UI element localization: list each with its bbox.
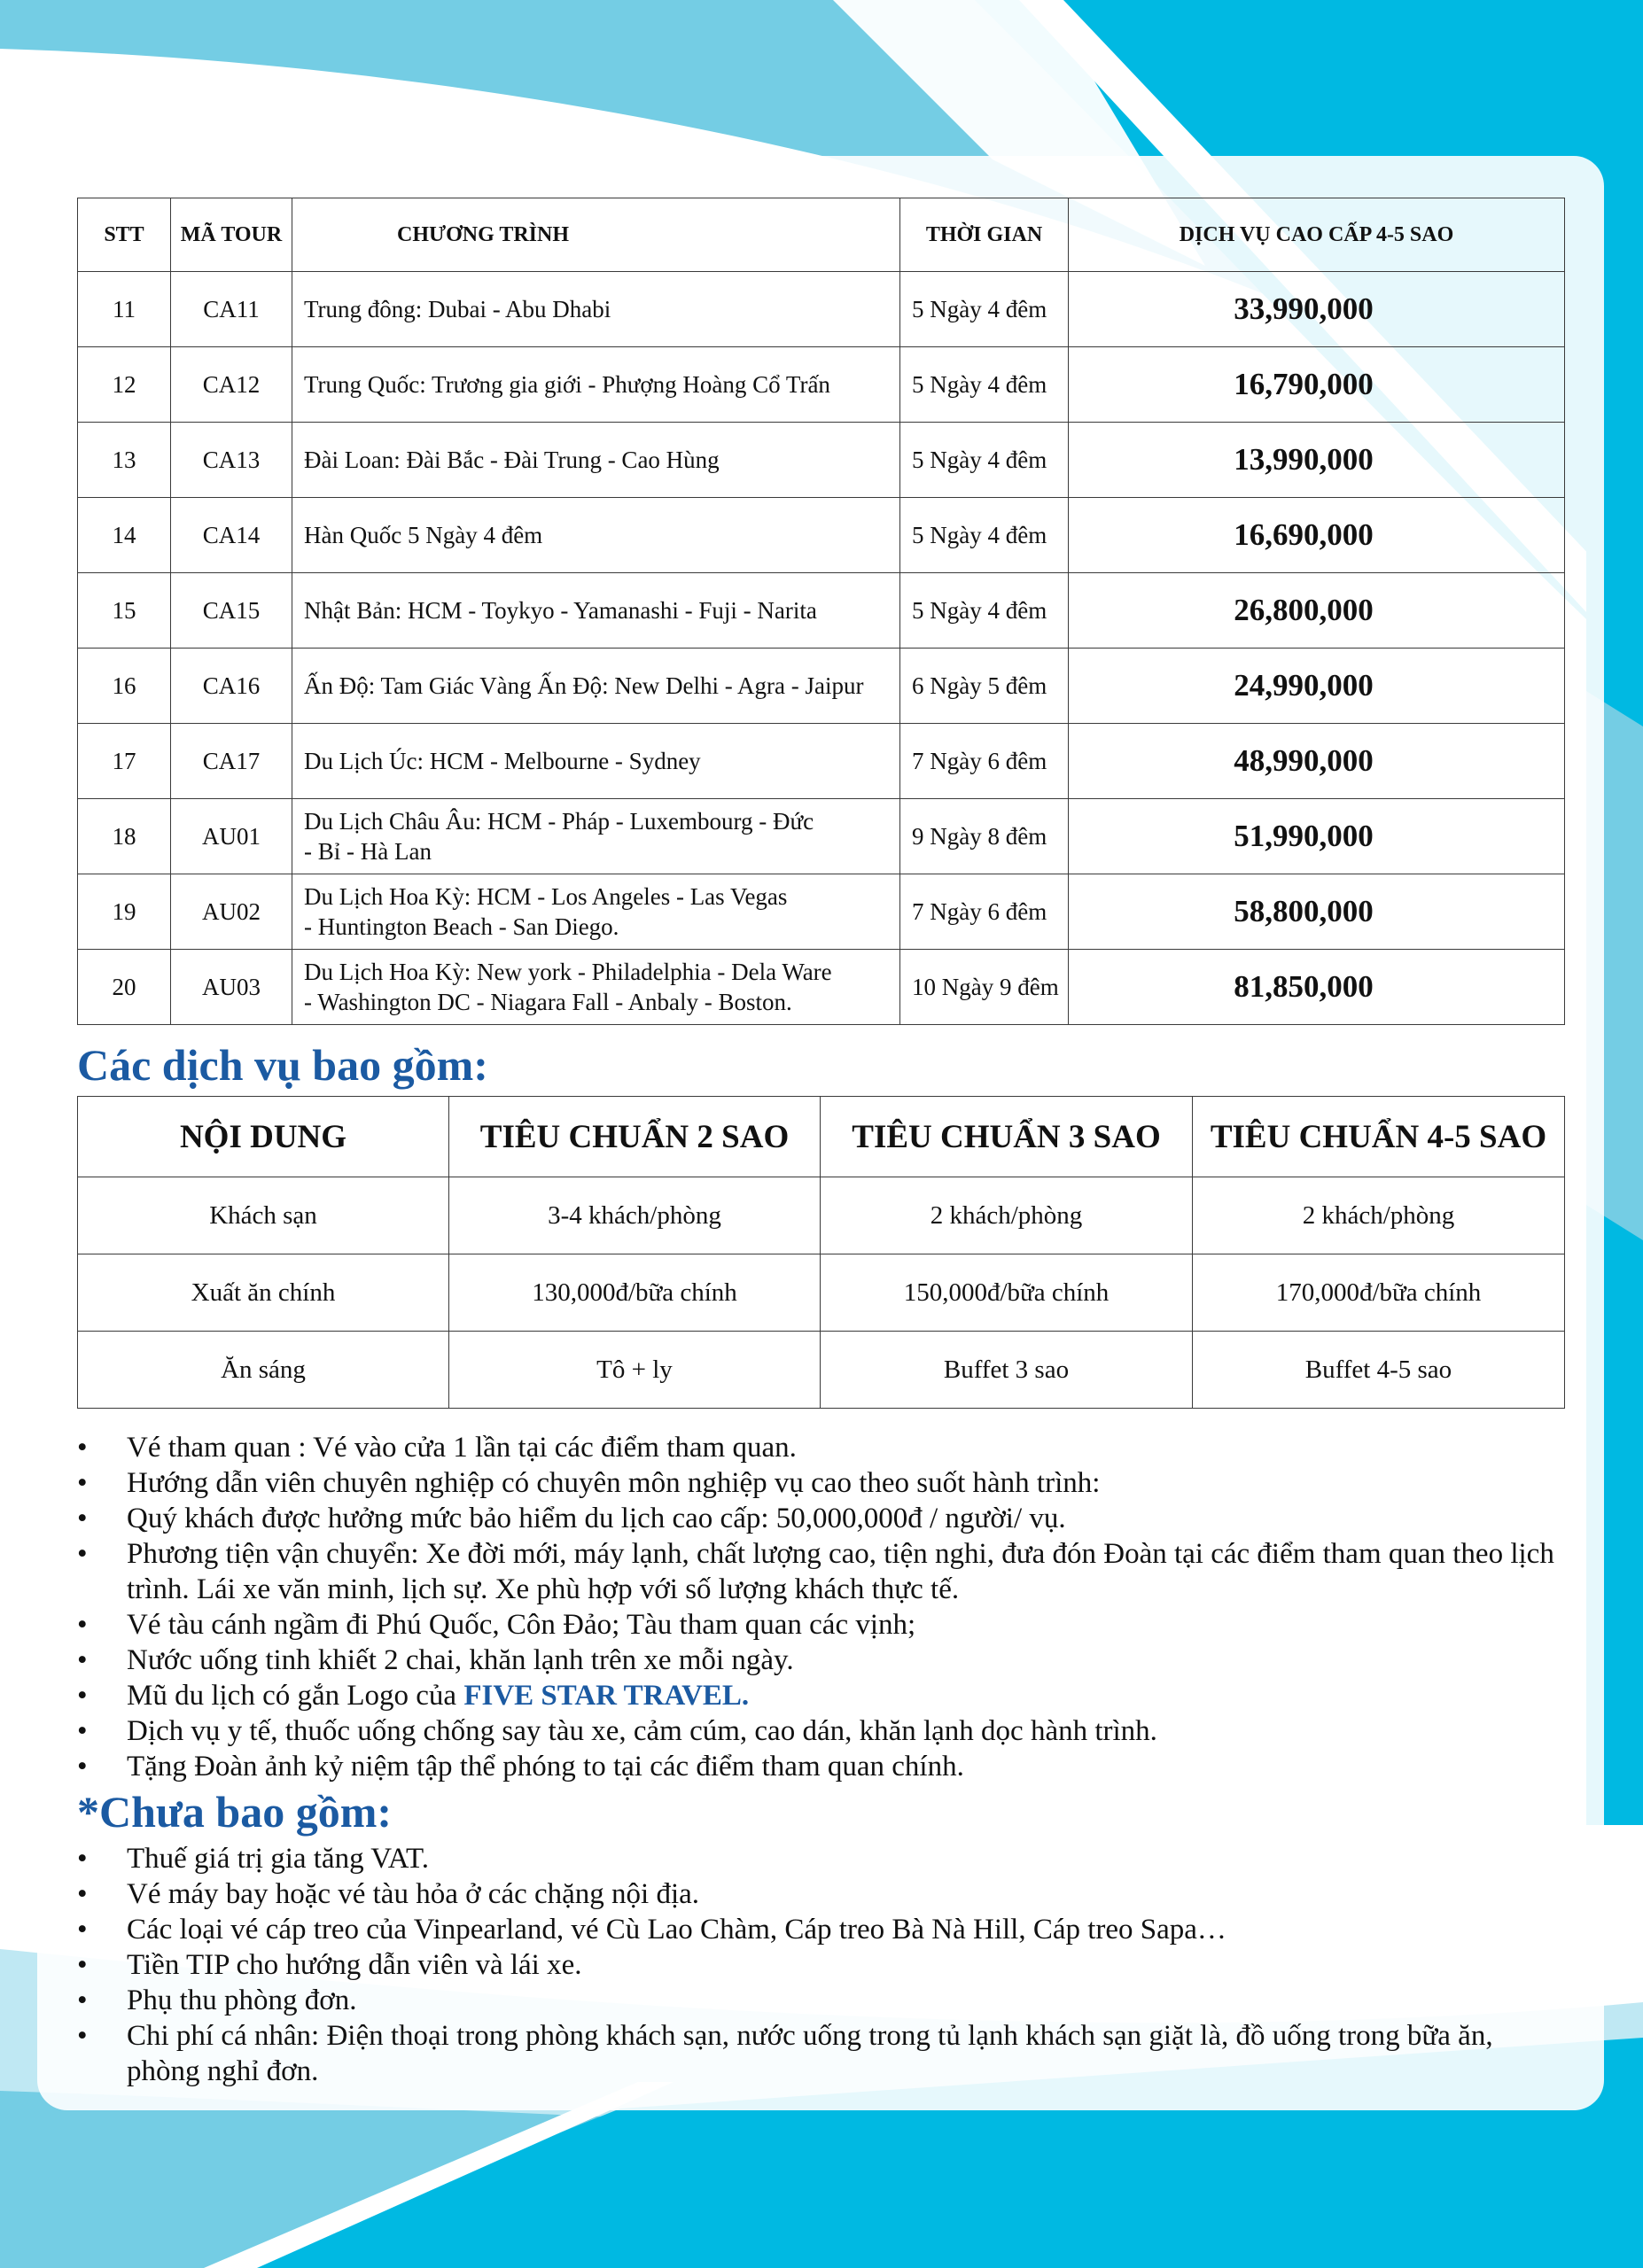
tour-row	[78, 272, 1565, 347]
included-item	[77, 1430, 1564, 1465]
included-item-text: Mũ du lịch có gắn Logo của	[127, 1680, 464, 1712]
excluded-item-text: Các loại vé cáp treo của Vinpearland, vé Cù Lao Chàm, Cáp treo Bà Nà Hill, Cáp treo Sapa…	[127, 1914, 1226, 1946]
tour-row	[78, 950, 1565, 1025]
tour-stt-cell: 20	[78, 950, 171, 1025]
tour-row	[78, 347, 1565, 423]
tour-price-table	[77, 198, 1565, 1025]
tour-price-cell: 13,990,000	[1069, 423, 1565, 498]
excluded-item	[77, 1912, 1564, 1947]
tour-duration-cell: 5 Ngày 4 đêm	[900, 272, 1069, 347]
excluded-item	[77, 1947, 1564, 1983]
excluded-heading: *Chưa bao gồm:	[77, 1787, 393, 1837]
tour-code-cell: CA17	[171, 724, 292, 799]
service-cell: Khách sạn	[78, 1177, 449, 1254]
tour-row	[78, 799, 1565, 874]
tour-code-cell: CA13	[171, 423, 292, 498]
tour-code-cell: CA11	[171, 272, 292, 347]
tour-program-cell: Ấn Độ: Tam Giác Vàng Ấn Độ: New Delhi - Agra - Jaipur	[292, 649, 900, 724]
tour-row	[78, 423, 1565, 498]
header-tour-code: MÃ TOUR	[171, 198, 292, 272]
header-content: NỘI DUNG	[78, 1097, 449, 1177]
excluded-item-text: Chi phí cá nhân: Điện thoại trong phòng khách sạn, nước uống trong tủ lạnh khách sạn giặt là, đồ uống trong bữa ăn, phòng nghỉ đơn.	[127, 2020, 1493, 2087]
tour-stt-cell: 15	[78, 573, 171, 649]
tour-table-header	[78, 198, 1565, 272]
tour-price-cell: 26,800,000	[1069, 573, 1565, 649]
service-cell: 2 khách/phòng	[821, 1177, 1193, 1254]
included-item	[77, 1749, 1564, 1784]
tour-stt-cell: 19	[78, 874, 171, 950]
tour-code-cell: CA14	[171, 498, 292, 573]
service-cell: Ăn sáng	[78, 1332, 449, 1409]
included-item	[77, 1643, 1564, 1678]
tour-stt-cell: 18	[78, 799, 171, 874]
included-item	[77, 1465, 1564, 1501]
header-duration: THỜI GIAN	[900, 198, 1069, 272]
tour-row	[78, 724, 1565, 799]
included-item-text: Vé tàu cánh ngầm đi Phú Quốc, Côn Đảo; Tàu tham quan các vịnh;	[127, 1609, 916, 1641]
page-content	[77, 198, 1564, 2089]
tour-program-cell: Trung Quốc: Trương gia giới - Phượng Hoàng Cổ Trấn	[292, 347, 900, 423]
tour-stt-cell: 11	[78, 272, 171, 347]
excluded-item-text: Vé máy bay hoặc vé tàu hỏa ở các chặng nội địa.	[127, 1878, 700, 1910]
tour-price-cell: 51,990,000	[1069, 799, 1565, 874]
tour-price-cell: 81,850,000	[1069, 950, 1565, 1025]
excluded-item	[77, 2018, 1564, 2089]
included-item	[77, 1713, 1564, 1749]
brand-name: FIVE STAR TRAVEL.	[463, 1680, 750, 1712]
header-2-star: TIÊU CHUẨN 2 SAO	[449, 1097, 821, 1177]
tour-duration-cell: 9 Ngày 8 đêm	[900, 799, 1069, 874]
tour-stt-cell: 16	[78, 649, 171, 724]
service-cell: 150,000đ/bữa chính	[821, 1254, 1193, 1332]
service-cell: Tô + ly	[449, 1332, 821, 1409]
tour-price-cell: 48,990,000	[1069, 724, 1565, 799]
tour-row	[78, 649, 1565, 724]
service-row	[78, 1332, 1565, 1409]
included-item-text: Tặng Đoàn ảnh kỷ niệm tập thể phóng to tại các điểm tham quan chính.	[127, 1751, 964, 1783]
service-cell: 3-4 khách/phòng	[449, 1177, 821, 1254]
tour-table-body	[78, 272, 1565, 1025]
tour-duration-cell: 7 Ngày 6 đêm	[900, 724, 1069, 799]
service-table-body	[78, 1177, 1565, 1409]
tour-code-cell: AU03	[171, 950, 292, 1025]
included-item-text: Nước uống tinh khiết 2 chai, khăn lạnh trên xe mỗi ngày.	[127, 1644, 794, 1676]
excluded-item-text: Thuế giá trị gia tăng VAT.	[127, 1843, 429, 1875]
header-3-star: TIÊU CHUẨN 3 SAO	[821, 1097, 1193, 1177]
tour-price-cell: 24,990,000	[1069, 649, 1565, 724]
tour-program-cell: Đài Loan: Đài Bắc - Đài Trung - Cao Hùng	[292, 423, 900, 498]
tour-price-cell: 58,800,000	[1069, 874, 1565, 950]
tour-price-cell: 16,690,000	[1069, 498, 1565, 573]
header-program: CHƯƠNG TRÌNH	[292, 198, 900, 272]
tour-program-cell: Hàn Quốc 5 Ngày 4 đêm	[292, 498, 900, 573]
tour-row	[78, 874, 1565, 950]
service-cell: Buffet 3 sao	[821, 1332, 1193, 1409]
included-item-text: Quý khách được hưởng mức bảo hiểm du lịch cao cấp: 50,000,000đ / người/ vụ.	[127, 1503, 1066, 1534]
tour-program-cell: Du Lịch Hoa Kỳ: HCM - Los Angeles - Las Vegas - Huntington Beach - San Diego.	[292, 874, 900, 950]
tour-stt-cell: 14	[78, 498, 171, 573]
included-item-text: Vé tham quan : Vé vào cửa 1 lần tại các điểm tham quan.	[127, 1432, 797, 1464]
included-item	[77, 1501, 1564, 1536]
included-item-text: Hướng dẫn viên chuyên nghiệp có chuyên môn nghiệp vụ cao theo suốt hành trình:	[127, 1467, 1101, 1499]
tour-code-cell: CA15	[171, 573, 292, 649]
tour-duration-cell: 6 Ngày 5 đêm	[900, 649, 1069, 724]
included-item	[77, 1678, 1564, 1713]
excluded-list	[77, 1841, 1564, 2089]
tour-program-cell: Trung đông: Dubai - Abu Dhabi	[292, 272, 900, 347]
tour-duration-cell: 5 Ngày 4 đêm	[900, 498, 1069, 573]
excluded-item	[77, 1841, 1564, 1876]
service-row	[78, 1177, 1565, 1254]
header-premium-service: DỊCH VỤ CAO CẤP 4-5 SAO	[1069, 198, 1565, 272]
service-cell: Xuất ăn chính	[78, 1254, 449, 1332]
service-standard-table	[77, 1096, 1565, 1409]
tour-stt-cell: 13	[78, 423, 171, 498]
tour-program-cell: Du Lịch Châu Âu: HCM - Pháp - Luxembourg - Đức - Bỉ - Hà Lan	[292, 799, 900, 874]
tour-row	[78, 498, 1565, 573]
tour-duration-cell: 10 Ngày 9 đêm	[900, 950, 1069, 1025]
tour-code-cell: AU01	[171, 799, 292, 874]
excluded-item-text: Phụ thu phòng đơn.	[127, 1984, 357, 2016]
header-stt: STT	[78, 198, 171, 272]
tour-duration-cell: 7 Ngày 6 đêm	[900, 874, 1069, 950]
included-item-text: Dịch vụ y tế, thuốc uống chống say tàu xe, cảm cúm, cao dán, khăn lạnh dọc hành trình.	[127, 1715, 1157, 1747]
tour-program-cell: Du Lịch Úc: HCM - Melbourne - Sydney	[292, 724, 900, 799]
excluded-item-text: Tiền TIP cho hướng dẫn viên và lái xe.	[127, 1949, 582, 1981]
excluded-item	[77, 1876, 1564, 1912]
tour-code-cell: CA16	[171, 649, 292, 724]
included-item	[77, 1607, 1564, 1643]
tour-stt-cell: 12	[78, 347, 171, 423]
included-item	[77, 1536, 1564, 1607]
excluded-item	[77, 1983, 1564, 2018]
tour-duration-cell: 5 Ngày 4 đêm	[900, 423, 1069, 498]
tour-code-cell: AU02	[171, 874, 292, 950]
tour-price-cell: 16,790,000	[1069, 347, 1565, 423]
service-cell: 130,000đ/bữa chính	[449, 1254, 821, 1332]
included-list	[77, 1430, 1564, 1784]
tour-stt-cell: 17	[78, 724, 171, 799]
service-row	[78, 1254, 1565, 1332]
included-item-text: Phương tiện vận chuyển: Xe đời mới, máy lạnh, chất lượng cao, tiện nghi, đưa đón Đoàn tại các điểm tham quan theo lịch trình. Lái xe văn minh, lịch sự. Xe phù hợp với số lượng khách thực tế.	[127, 1538, 1554, 1605]
tour-code-cell: CA12	[171, 347, 292, 423]
tour-row	[78, 573, 1565, 649]
services-heading: Các dịch vụ bao gồm:	[77, 1040, 488, 1090]
tour-program-cell: Du Lịch Hoa Kỳ: New york - Philadelphia - Dela Ware - Washington DC - Niagara Fall - Anbaly - Boston.	[292, 950, 900, 1025]
tour-program-cell: Nhật Bản: HCM - Toykyo - Yamanashi - Fuji - Narita	[292, 573, 900, 649]
service-cell: 2 khách/phòng	[1193, 1177, 1565, 1254]
tour-duration-cell: 5 Ngày 4 đêm	[900, 347, 1069, 423]
service-cell: 170,000đ/bữa chính	[1193, 1254, 1565, 1332]
tour-price-cell: 33,990,000	[1069, 272, 1565, 347]
header-4-5-star: TIÊU CHUẨN 4-5 SAO	[1193, 1097, 1565, 1177]
tour-duration-cell: 5 Ngày 4 đêm	[900, 573, 1069, 649]
service-cell: Buffet 4-5 sao	[1193, 1332, 1565, 1409]
service-table-header	[78, 1097, 1565, 1177]
